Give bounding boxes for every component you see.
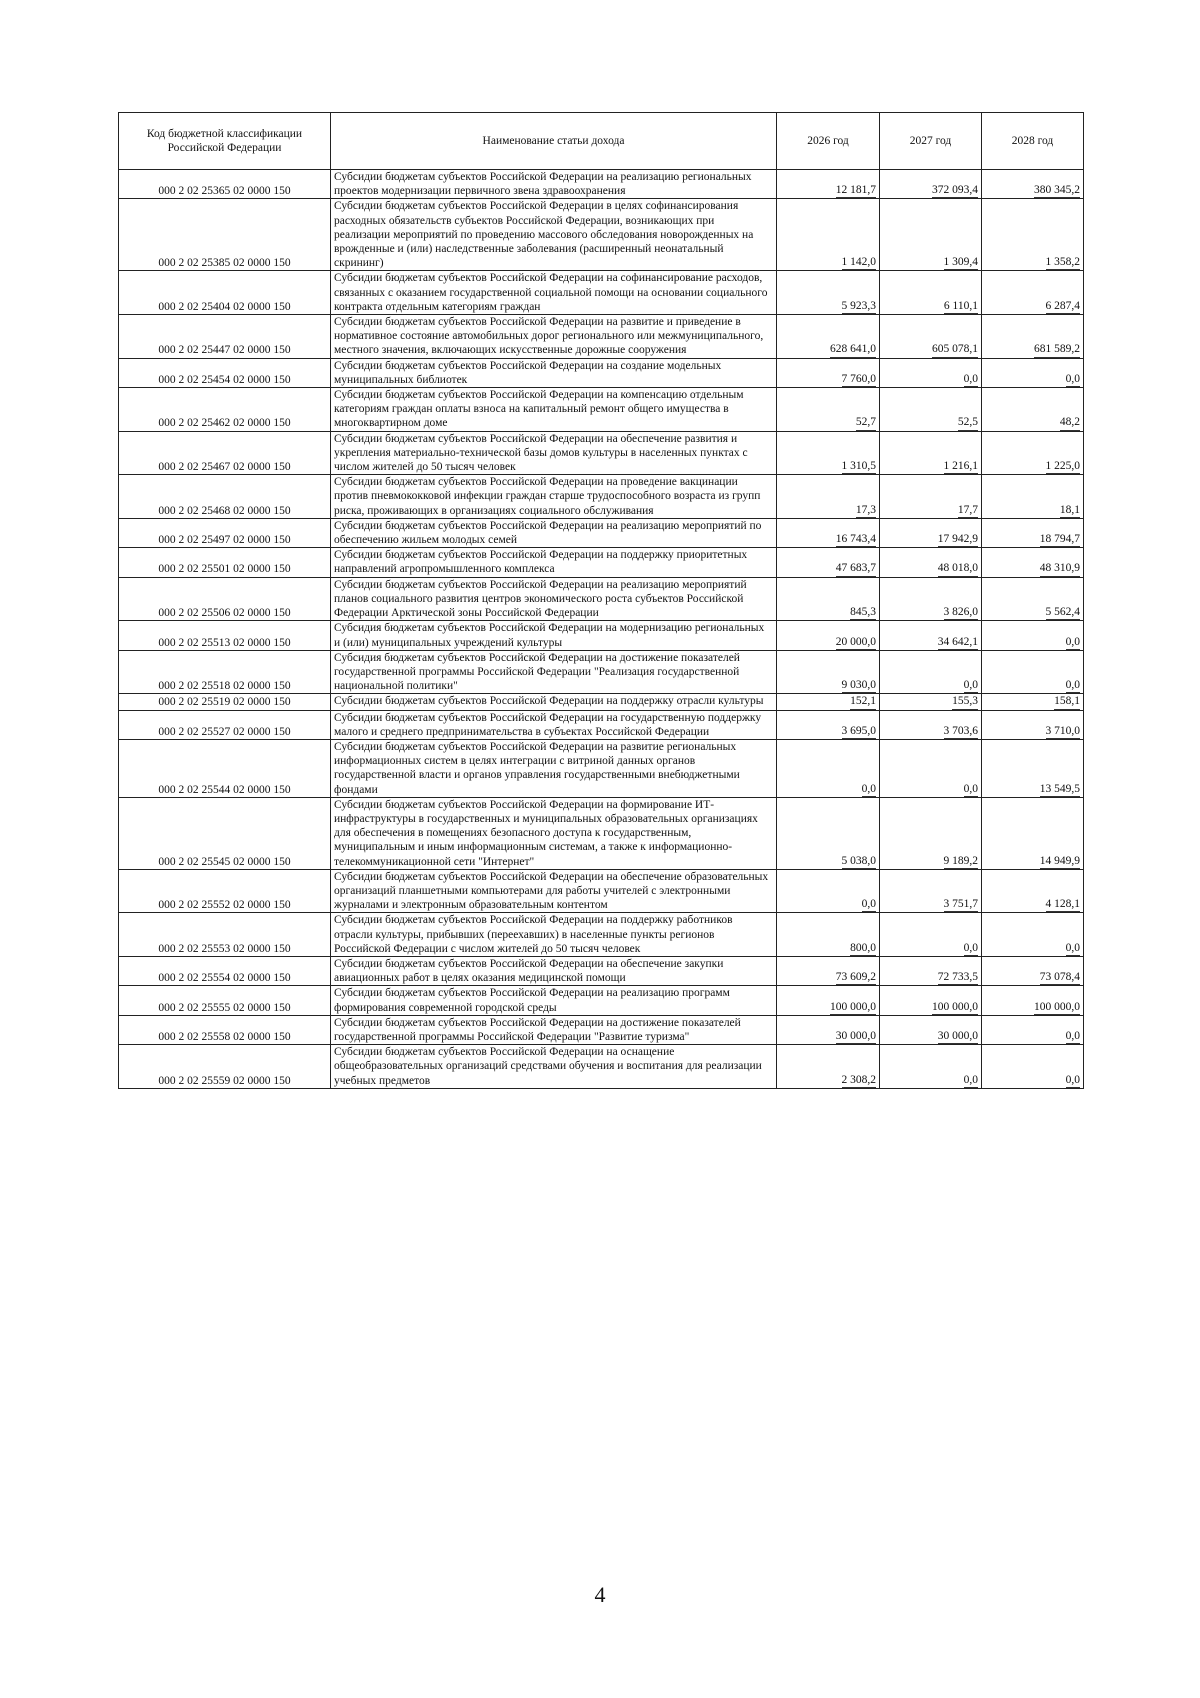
cell-2026 bbox=[777, 869, 880, 913]
cell-code: 000 2 02 25497 02 0000 150 bbox=[119, 518, 331, 547]
cell-2028-value: 380 345,2 bbox=[1034, 183, 1080, 198]
cell-2027-value: 3 703,6 bbox=[944, 724, 979, 739]
table-row bbox=[119, 621, 1084, 650]
cell-2027-value: 17 942,9 bbox=[938, 532, 978, 547]
cell-2028 bbox=[982, 694, 1084, 710]
table-row bbox=[119, 739, 1084, 797]
cell-2026 bbox=[777, 271, 880, 315]
cell-2028-value: 48,2 bbox=[1060, 415, 1080, 430]
cell-2028 bbox=[982, 548, 1084, 577]
cell-code: 000 2 02 25545 02 0000 150 bbox=[119, 797, 331, 869]
cell-name: Субсидии бюджетам субъектов Российской Федерации на развитие региональных информационных систем в целях интеграции с витриной данных органов государственной власти и органов управления государственными внебюджетными фондами bbox=[331, 739, 777, 797]
cell-2028-value: 1 358,2 bbox=[1046, 255, 1081, 270]
table-row bbox=[119, 199, 1084, 271]
table-row bbox=[119, 170, 1084, 199]
cell-code: 000 2 02 25552 02 0000 150 bbox=[119, 869, 331, 913]
cell-2026 bbox=[777, 1045, 880, 1089]
cell-2028 bbox=[982, 170, 1084, 199]
cell-2026-value: 5 923,3 bbox=[842, 299, 877, 314]
cell-2026-value: 2 308,2 bbox=[842, 1073, 877, 1088]
cell-2026-value: 17,3 bbox=[856, 503, 876, 518]
table-row bbox=[119, 388, 1084, 432]
cell-2028-value: 13 549,5 bbox=[1040, 782, 1080, 797]
cell-2026 bbox=[777, 621, 880, 650]
cell-2028-value: 73 078,4 bbox=[1040, 970, 1080, 985]
cell-2028-value: 5 562,4 bbox=[1046, 605, 1081, 620]
cell-2028 bbox=[982, 621, 1084, 650]
cell-2027 bbox=[880, 869, 982, 913]
cell-2027 bbox=[880, 199, 982, 271]
table-row bbox=[119, 797, 1084, 869]
table-row bbox=[119, 271, 1084, 315]
table-row bbox=[119, 913, 1084, 957]
cell-2027-value: 6 110,1 bbox=[944, 299, 978, 314]
cell-2027 bbox=[880, 388, 982, 432]
table-row bbox=[119, 986, 1084, 1015]
cell-name: Субсидии бюджетам субъектов Российской Федерации на поддержку работников отрасли культуры, прибывших (переехавших) в населенные пункты регионов Российской Федерации с числом жителей до 50 тысяч человек bbox=[331, 913, 777, 957]
cell-2026-value: 20 000,0 bbox=[836, 635, 876, 650]
cell-2026-value: 30 000,0 bbox=[836, 1029, 876, 1044]
cell-2026 bbox=[777, 548, 880, 577]
cell-name: Субсидия бюджетам субъектов Российской Федерации на достижение показателей государственной программы Российской Федерации "Реализация государственной национальной политики" bbox=[331, 650, 777, 694]
cell-2027-value: 3 826,0 bbox=[944, 605, 979, 620]
cell-code: 000 2 02 25447 02 0000 150 bbox=[119, 315, 331, 359]
cell-code: 000 2 02 25462 02 0000 150 bbox=[119, 388, 331, 432]
cell-name: Субсидии бюджетам субъектов Российской Федерации на оснащение общеобразовательных организаций средствами обучения и воспитания для реализации учебных предметов bbox=[331, 1045, 777, 1089]
cell-code: 000 2 02 25559 02 0000 150 bbox=[119, 1045, 331, 1089]
table-row bbox=[119, 694, 1084, 710]
cell-name: Субсидии бюджетам субъектов Российской Федерации на поддержку приоритетных направлений агропромышленного комплекса bbox=[331, 548, 777, 577]
header-2027: 2027 год bbox=[880, 113, 982, 170]
cell-2026-value: 5 038,0 bbox=[842, 854, 877, 869]
cell-2028 bbox=[982, 869, 1084, 913]
cell-2027 bbox=[880, 577, 982, 621]
cell-2028 bbox=[982, 315, 1084, 359]
cell-2027-value: 0,0 bbox=[964, 782, 978, 797]
cell-2026-value: 12 181,7 bbox=[836, 183, 876, 198]
header-2026: 2026 год bbox=[777, 113, 880, 170]
cell-2027-value: 0,0 bbox=[964, 941, 978, 956]
cell-name: Субсидии бюджетам субъектов Российской Федерации на развитие и приведение в нормативное состояние автомобильных дорог регионального или межмуниципального, местного значения, включающих искусственные дорожные сооружения bbox=[331, 315, 777, 359]
cell-name: Субсидия бюджетам субъектов Российской Федерации на модернизацию региональных и (или) муниципальных учреждений культуры bbox=[331, 621, 777, 650]
cell-2028-value: 0,0 bbox=[1066, 941, 1080, 956]
cell-2026 bbox=[777, 431, 880, 475]
cell-2028 bbox=[982, 650, 1084, 694]
cell-2028 bbox=[982, 913, 1084, 957]
cell-2028-value: 6 287,4 bbox=[1046, 299, 1081, 314]
cell-name: Субсидии бюджетам субъектов Российской Федерации на реализацию мероприятий планов социального развития центров экономического роста субъектов Российской Федерации Арктической зоны Российской Федерации bbox=[331, 577, 777, 621]
cell-2026-value: 845,3 bbox=[850, 605, 876, 620]
cell-2027 bbox=[880, 739, 982, 797]
cell-name: Субсидии бюджетам субъектов Российской Федерации на проведение вакцинации против пневмококковой инфекции граждан старше трудоспособного возраста из групп риска, проживающих в организациях социального обслуживания bbox=[331, 475, 777, 519]
cell-2027 bbox=[880, 431, 982, 475]
cell-2026 bbox=[777, 358, 880, 387]
cell-name: Субсидии бюджетам субъектов Российской Федерации на обеспечение образовательных организаций планшетными компьютерами для работы учителей с электронными журналами и электронным образовательным контентом bbox=[331, 869, 777, 913]
cell-2028-value: 100 000,0 bbox=[1034, 1000, 1080, 1015]
cell-2028 bbox=[982, 388, 1084, 432]
table-row bbox=[119, 1045, 1084, 1089]
cell-2028 bbox=[982, 986, 1084, 1015]
cell-2027-value: 0,0 bbox=[964, 678, 978, 693]
cell-2028 bbox=[982, 797, 1084, 869]
table-row bbox=[119, 956, 1084, 985]
cell-2028-value: 0,0 bbox=[1066, 1073, 1080, 1088]
cell-2026-value: 3 695,0 bbox=[842, 724, 877, 739]
cell-2026-value: 1 142,0 bbox=[842, 255, 877, 270]
cell-2026 bbox=[777, 797, 880, 869]
cell-2026-value: 628 641,0 bbox=[830, 342, 876, 357]
cell-2026 bbox=[777, 1015, 880, 1044]
cell-code: 000 2 02 25519 02 0000 150 bbox=[119, 694, 331, 710]
cell-2026-value: 9 030,0 bbox=[842, 678, 877, 693]
cell-code: 000 2 02 25501 02 0000 150 bbox=[119, 548, 331, 577]
cell-2026-value: 800,0 bbox=[850, 941, 876, 956]
table-row bbox=[119, 518, 1084, 547]
cell-2027 bbox=[880, 621, 982, 650]
cell-code: 000 2 02 25513 02 0000 150 bbox=[119, 621, 331, 650]
cell-name: Субсидии бюджетам субъектов Российской Федерации на реализацию программ формирования современной городской среды bbox=[331, 986, 777, 1015]
cell-2028 bbox=[982, 518, 1084, 547]
cell-2026 bbox=[777, 577, 880, 621]
cell-name: Субсидии бюджетам субъектов Российской Федерации на реализацию мероприятий по обеспечению жильем молодых семей bbox=[331, 518, 777, 547]
table-body bbox=[119, 170, 1084, 1089]
cell-2026 bbox=[777, 986, 880, 1015]
table-header-row bbox=[119, 113, 1084, 170]
cell-2026 bbox=[777, 650, 880, 694]
cell-2028 bbox=[982, 199, 1084, 271]
cell-2026 bbox=[777, 170, 880, 199]
cell-code: 000 2 02 25558 02 0000 150 bbox=[119, 1015, 331, 1044]
cell-2026 bbox=[777, 315, 880, 359]
table-row bbox=[119, 577, 1084, 621]
cell-2028-value: 48 310,9 bbox=[1040, 561, 1080, 576]
cell-2027 bbox=[880, 913, 982, 957]
cell-2028 bbox=[982, 1045, 1084, 1089]
table-row bbox=[119, 358, 1084, 387]
cell-2027 bbox=[880, 1015, 982, 1044]
cell-2027-value: 17,7 bbox=[958, 503, 978, 518]
cell-code: 000 2 02 25365 02 0000 150 bbox=[119, 170, 331, 199]
cell-2028-value: 0,0 bbox=[1066, 635, 1080, 650]
table-row bbox=[119, 315, 1084, 359]
cell-2027-value: 0,0 bbox=[964, 1073, 978, 1088]
cell-2028 bbox=[982, 577, 1084, 621]
cell-2027 bbox=[880, 548, 982, 577]
cell-2026 bbox=[777, 739, 880, 797]
cell-2026 bbox=[777, 388, 880, 432]
cell-2027 bbox=[880, 518, 982, 547]
table-row bbox=[119, 869, 1084, 913]
cell-2027-value: 48 018,0 bbox=[938, 561, 978, 576]
cell-2028-value: 158,1 bbox=[1054, 694, 1080, 709]
cell-code: 000 2 02 25506 02 0000 150 bbox=[119, 577, 331, 621]
cell-code: 000 2 02 25454 02 0000 150 bbox=[119, 358, 331, 387]
cell-name: Субсидии бюджетам субъектов Российской Федерации на государственную поддержку малого и среднего предпринимательства в субъектах Российской Федерации bbox=[331, 710, 777, 739]
cell-2026-value: 7 760,0 bbox=[842, 372, 877, 387]
cell-2026 bbox=[777, 956, 880, 985]
cell-2028-value: 18,1 bbox=[1060, 503, 1080, 518]
cell-code: 000 2 02 25385 02 0000 150 bbox=[119, 199, 331, 271]
cell-2027-value: 372 093,4 bbox=[932, 183, 978, 198]
cell-2027 bbox=[880, 797, 982, 869]
cell-2028-value: 18 794,7 bbox=[1040, 532, 1080, 547]
cell-2028-value: 0,0 bbox=[1066, 372, 1080, 387]
cell-2027 bbox=[880, 1045, 982, 1089]
cell-2027-value: 52,5 bbox=[958, 415, 978, 430]
cell-name: Субсидии бюджетам субъектов Российской Федерации на поддержку отрасли культуры bbox=[331, 694, 777, 710]
cell-name: Субсидии бюджетам субъектов Российской Федерации на реализацию региональных проектов модернизации первичного звена здравоохранения bbox=[331, 170, 777, 199]
cell-2026 bbox=[777, 913, 880, 957]
cell-2027-value: 72 733,5 bbox=[938, 970, 978, 985]
cell-2028 bbox=[982, 431, 1084, 475]
cell-2027 bbox=[880, 710, 982, 739]
cell-2027-value: 0,0 bbox=[964, 372, 978, 387]
cell-2028-value: 4 128,1 bbox=[1046, 897, 1081, 912]
cell-2026-value: 73 609,2 bbox=[836, 970, 876, 985]
cell-2027-value: 34 642,1 bbox=[938, 635, 978, 650]
cell-2028 bbox=[982, 271, 1084, 315]
cell-2027 bbox=[880, 170, 982, 199]
cell-code: 000 2 02 25554 02 0000 150 bbox=[119, 956, 331, 985]
cell-2027 bbox=[880, 475, 982, 519]
cell-2028 bbox=[982, 475, 1084, 519]
table-row bbox=[119, 710, 1084, 739]
cell-2026-value: 16 743,4 bbox=[836, 532, 876, 547]
cell-2026 bbox=[777, 694, 880, 710]
cell-code: 000 2 02 25544 02 0000 150 bbox=[119, 739, 331, 797]
cell-code: 000 2 02 25518 02 0000 150 bbox=[119, 650, 331, 694]
header-name: Наименование статьи дохода bbox=[331, 113, 777, 170]
cell-2026 bbox=[777, 475, 880, 519]
cell-2028 bbox=[982, 956, 1084, 985]
cell-name: Субсидии бюджетам субъектов Российской Федерации на софинансирование расходов, связанных с оказанием государственной социальной помощи на основании социального контракта отдельным категориям граждан bbox=[331, 271, 777, 315]
cell-code: 000 2 02 25404 02 0000 150 bbox=[119, 271, 331, 315]
header-code: Код бюджетной классификации Российской Федерации bbox=[119, 113, 331, 170]
cell-2026-value: 1 310,5 bbox=[842, 459, 877, 474]
table-row bbox=[119, 475, 1084, 519]
cell-2027 bbox=[880, 271, 982, 315]
cell-code: 000 2 02 25527 02 0000 150 bbox=[119, 710, 331, 739]
cell-2027-value: 9 189,2 bbox=[944, 854, 979, 869]
cell-2028-value: 1 225,0 bbox=[1046, 459, 1081, 474]
cell-2026 bbox=[777, 518, 880, 547]
cell-2026-value: 52,7 bbox=[856, 415, 876, 430]
cell-2027-value: 1 216,1 bbox=[944, 459, 979, 474]
cell-name: Субсидии бюджетам субъектов Российской Федерации на компенсацию отдельным категориям граждан оплаты взноса на капитальный ремонт общего имущества в многоквартирном доме bbox=[331, 388, 777, 432]
cell-2026-value: 100 000,0 bbox=[830, 1000, 876, 1015]
header-2028: 2028 год bbox=[982, 113, 1084, 170]
cell-code: 000 2 02 25468 02 0000 150 bbox=[119, 475, 331, 519]
table-row bbox=[119, 650, 1084, 694]
cell-2027-value: 605 078,1 bbox=[932, 342, 978, 357]
page-number: 4 bbox=[594, 1582, 606, 1607]
table-row bbox=[119, 431, 1084, 475]
cell-2026 bbox=[777, 199, 880, 271]
cell-code: 000 2 02 25467 02 0000 150 bbox=[119, 431, 331, 475]
cell-2027-value: 1 309,4 bbox=[944, 255, 979, 270]
cell-2026-value: 0,0 bbox=[862, 897, 876, 912]
cell-2028 bbox=[982, 710, 1084, 739]
cell-2027 bbox=[880, 694, 982, 710]
cell-code: 000 2 02 25553 02 0000 150 bbox=[119, 913, 331, 957]
cell-2027 bbox=[880, 650, 982, 694]
cell-2027 bbox=[880, 956, 982, 985]
table-row bbox=[119, 548, 1084, 577]
cell-2027 bbox=[880, 358, 982, 387]
cell-2028-value: 681 589,2 bbox=[1034, 342, 1080, 357]
cell-name: Субсидии бюджетам субъектов Российской Федерации на достижение показателей государственной программы Российской Федерации "Развитие туризма" bbox=[331, 1015, 777, 1044]
cell-name: Субсидии бюджетам субъектов Российской Федерации в целях софинансирования расходных обязательств субъектов Российской Федерации, возникающих при реализации мероприятий по проведению массового обследования новорожденных на врожденные и (или) наследственные заболевания (расширенный неонатальный скрининг) bbox=[331, 199, 777, 271]
cell-2028-value: 14 949,9 bbox=[1040, 854, 1080, 869]
cell-2026-value: 0,0 bbox=[862, 782, 876, 797]
cell-code: 000 2 02 25555 02 0000 150 bbox=[119, 986, 331, 1015]
cell-name: Субсидии бюджетам субъектов Российской Федерации на обеспечение развития и укрепления материально-технической базы домов культуры в населенных пунктах с числом жителей до 50 тысяч человек bbox=[331, 431, 777, 475]
cell-2028 bbox=[982, 739, 1084, 797]
cell-2028-value: 0,0 bbox=[1066, 678, 1080, 693]
cell-2027 bbox=[880, 986, 982, 1015]
cell-2028 bbox=[982, 358, 1084, 387]
cell-2027-value: 30 000,0 bbox=[938, 1029, 978, 1044]
cell-2027-value: 100 000,0 bbox=[932, 1000, 978, 1015]
cell-2027-value: 155,3 bbox=[952, 694, 978, 709]
cell-2027-value: 3 751,7 bbox=[944, 897, 979, 912]
cell-2028 bbox=[982, 1015, 1084, 1044]
table-row bbox=[119, 1015, 1084, 1044]
cell-2026-value: 152,1 bbox=[850, 694, 876, 709]
cell-name: Субсидии бюджетам субъектов Российской Федерации на создание модельных муниципальных библиотек bbox=[331, 358, 777, 387]
cell-2027 bbox=[880, 315, 982, 359]
cell-2026-value: 47 683,7 bbox=[836, 561, 876, 576]
cell-2028-value: 3 710,0 bbox=[1046, 724, 1081, 739]
cell-2026 bbox=[777, 710, 880, 739]
cell-name: Субсидии бюджетам субъектов Российской Федерации на обеспечение закупки авиационных работ в целях оказания медицинской помощи bbox=[331, 956, 777, 985]
cell-2028-value: 0,0 bbox=[1066, 1029, 1080, 1044]
cell-name: Субсидии бюджетам субъектов Российской Федерации на формирование ИТ-инфраструктуры в государственных и муниципальных образовательных организациях для обеспечения в помещениях безопасного доступа к государственным, муниципальным и иным информационным системам, а также к информационно-телекоммуникационной сети "Интернет" bbox=[331, 797, 777, 869]
revenue-table bbox=[118, 112, 1084, 1089]
